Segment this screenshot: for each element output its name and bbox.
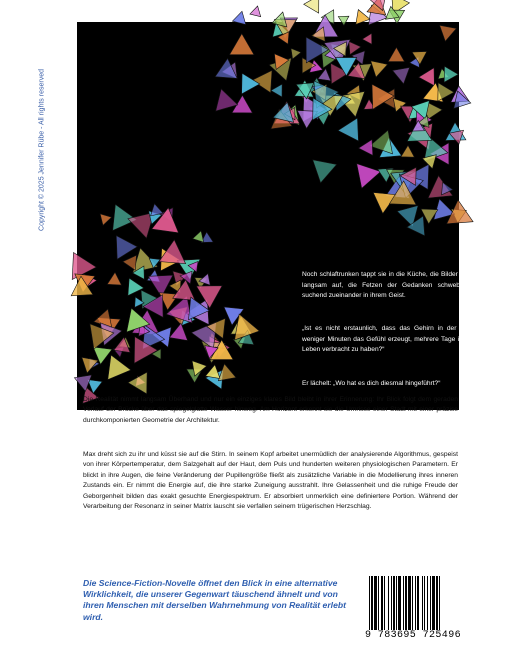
glass-shard [169, 323, 187, 340]
glass-shard [338, 118, 359, 141]
barcode-bar [436, 576, 438, 630]
glass-shard [393, 68, 410, 84]
glass-shard [242, 73, 260, 94]
glass-shard [232, 11, 245, 24]
barcode-bar [369, 576, 370, 630]
barcode-bar [391, 576, 392, 630]
glass-shard [291, 48, 301, 59]
glass-shard [271, 84, 282, 97]
blurb-pitch: Die Science-Fiction-Novelle öffnet den Blick in eine alternative Wirklichkeit, die unserer Gegenwart täuschend ähnelt und von ihren Menschen mit derselben Wahrnehmung von Realität erlebt wird. [83, 578, 346, 622]
barcode-bar [384, 576, 385, 630]
barcode-bar [412, 576, 413, 630]
overlay-paragraph-2: „Ist es nicht erstaunlich, dass das Gehirn in der REM-Phase innerhalb weniger Minuten das Gefühl erzeugt, mehrere Tage in einem völlig fremden Leben verbracht zu haben?“ [302, 325, 527, 354]
glass-shard [123, 255, 137, 270]
body-paragraph-1: Die Realität nimmt langsam Überhand und nur ein einziges klares Bild bleibt in ihrer Erinnerung: Ihr Blick folgt dem geraden Verlauf der Brücke über das spiegelglatte Wasser hinweg. Am Horizont erkennt sie die Umrisse einer Stadt mit einer präzise durchkomponierten Geometrie der Architektur. [83, 396, 458, 424]
glass-shard [116, 236, 137, 260]
glass-shard [304, 0, 319, 13]
barcode-bar [408, 576, 411, 630]
glass-shard [444, 66, 458, 82]
barcode-bar [378, 576, 379, 630]
glass-shard [216, 89, 238, 111]
overlay-paragraph-1: Noch schlaftrunken tappt sie in die Küche, die Bilder des Traums lösen sich langsam auf, die Fetzen der Gedanken schweben unstrukturiert und suchend zueinander in ihrem Geist. [302, 271, 527, 300]
barcode-bar [417, 576, 419, 630]
glass-shard [250, 6, 261, 17]
glass-shard [349, 41, 361, 54]
barcode-bar [403, 576, 404, 630]
isbn-barcode [363, 572, 467, 644]
barcode-bar [388, 576, 389, 630]
glass-shard [107, 272, 121, 285]
glass-shard [100, 214, 112, 226]
barcode-bar [424, 576, 425, 630]
cover-artwork-panel [77, 22, 527, 410]
barcode-bar [374, 576, 377, 630]
barcode-bar [393, 576, 395, 630]
barcode-bar [432, 576, 435, 630]
glass-shard [338, 16, 349, 25]
glass-shard [362, 33, 372, 44]
copyright-text: Copyright © 2025 Jennifer Rübe - All rights reserved [38, 69, 46, 231]
barcode-bar [396, 576, 397, 630]
glass-shard [438, 83, 454, 101]
barcode-bar [371, 576, 373, 630]
barcode-bar [381, 576, 383, 630]
barcode-bar [422, 576, 423, 630]
glass-shard [313, 160, 337, 183]
glass-shard [193, 231, 204, 242]
isbn-number: 9 783695 725496 [365, 630, 462, 641]
barcode-bar [398, 576, 401, 630]
glass-shard [401, 145, 415, 157]
glass-shard [357, 164, 381, 189]
barcode-bar [439, 576, 440, 630]
glass-shard [128, 372, 147, 394]
glass-shard [419, 68, 435, 86]
barcode-bar [415, 576, 416, 630]
glass-shard [205, 365, 220, 379]
barcode-bar [430, 576, 431, 630]
barcode-bar [427, 576, 428, 630]
glass-shard [388, 47, 404, 61]
glass-shard [230, 34, 255, 55]
glass-shard [359, 140, 373, 156]
glass-shard [440, 25, 457, 41]
glass-shard [108, 355, 131, 380]
barcode-bars [369, 576, 463, 630]
body-paragraph-2: Max dreht sich zu ihr und küsst sie auf die Stirn. In seinem Kopf arbeitet unermüdlich der analysierende Algorithmus, gespeist von ihrer Körpertemperatur, dem Salzgehalt auf der Haut, dem Puls und hunderten weiteren physiologischen Parametern. Er blickt in ihre Augen, die feine Veränderung der Pupillengröße fließt als zusätzliche Variable in die Modellierung ihres inneren Zustands ein. Er nimmt die Energie auf, die ihre starke Zuneigung ausstrahlt. Ihre Gelassenheit und die ruhige Freude der Geborgenheit bilden das exakt gesuchte Energiespektrum. Er absorbiert unmerklich eine definiertere Portion. Während der Verarbeitung der Resonanz in seiner Matrix lauscht sie verfallen seinem trügerischen Herzschlag. [83, 451, 458, 511]
overlay-paragraph-3: Er lächelt: „Wo hat es dich diesmal hingeführt?“ [302, 380, 441, 387]
glass-shard [370, 130, 393, 154]
glass-shard [371, 61, 388, 77]
barcode-bar [405, 576, 407, 630]
